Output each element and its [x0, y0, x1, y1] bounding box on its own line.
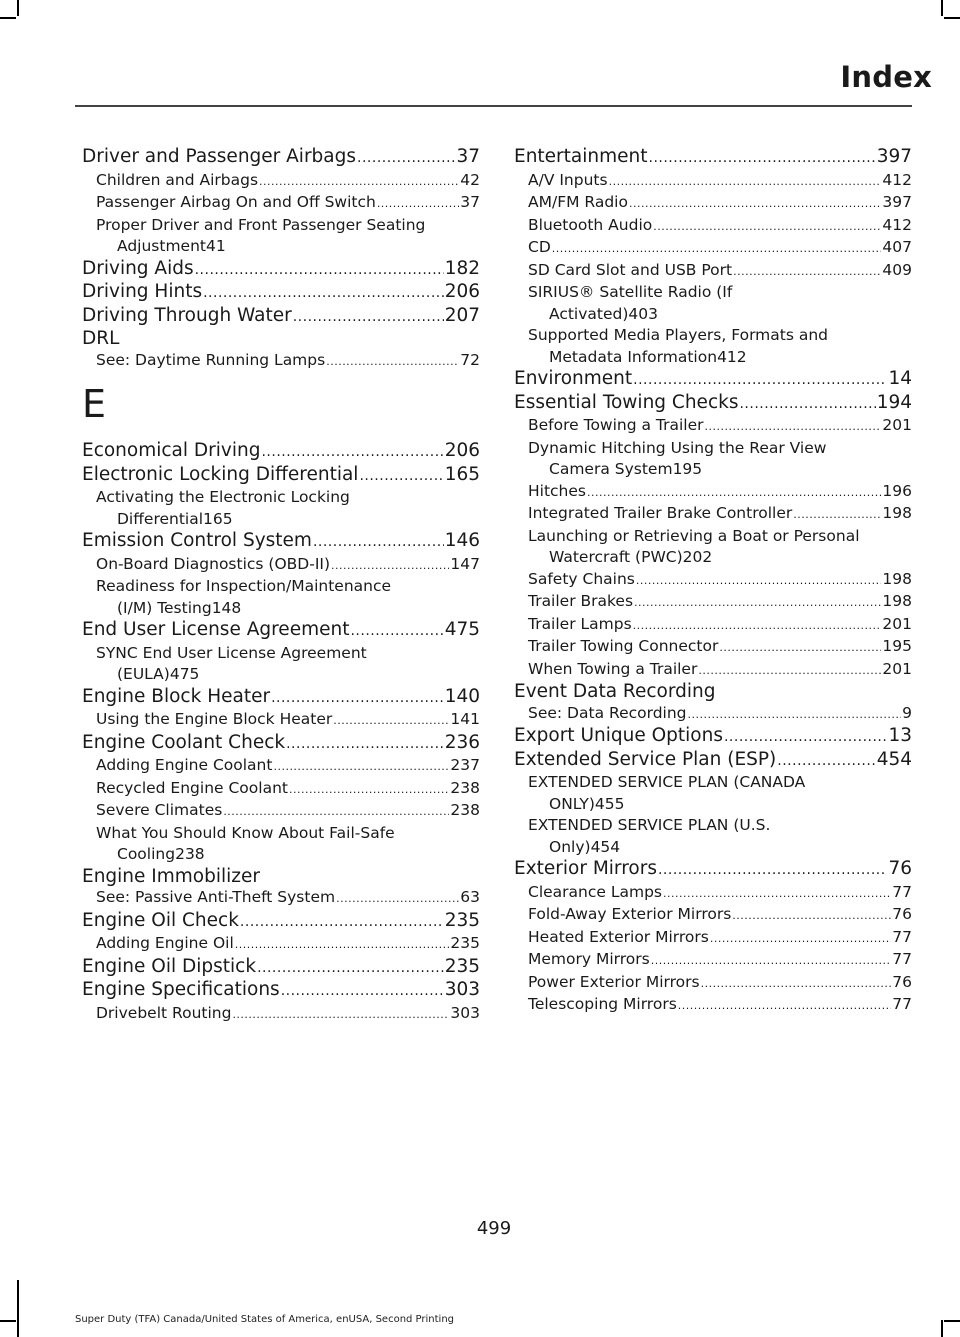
- page-ref: 147: [450, 554, 480, 573]
- page-ref: 475: [444, 619, 480, 640]
- subentry-text-line2: [96, 598, 480, 620]
- dot-leader: [203, 281, 444, 305]
- entry-text: Engine Specifications: [82, 979, 280, 1000]
- subentry-text-line1: Activating the Electronic Locking: [96, 488, 350, 506]
- section-letter: E: [82, 382, 107, 426]
- page-ref: 195: [672, 460, 703, 478]
- dot-leader: [259, 170, 459, 193]
- dot-leader: [733, 260, 881, 283]
- index-subentry: [514, 415, 912, 438]
- subentry-text-line2: [528, 304, 912, 326]
- dot-leader: [357, 146, 455, 170]
- index-subentry: [82, 1003, 480, 1026]
- index-subentry: [514, 569, 912, 592]
- page-ref: 198: [882, 504, 912, 522]
- index-entry: [82, 619, 480, 643]
- index-subentry: [82, 709, 480, 732]
- dot-leader: [678, 994, 891, 1017]
- crop-mark: [17, 1280, 19, 1337]
- dot-leader: [719, 636, 881, 659]
- subentry-text-line1: Launching or Retrieving a Boat or Personal: [528, 526, 860, 545]
- index-subentry: [82, 554, 480, 577]
- entry-text: Entertainment: [514, 146, 648, 167]
- dot-leader: [261, 440, 443, 464]
- crop-mark: [0, 17, 16, 19]
- entry-text: Environment: [514, 368, 633, 389]
- subentry-text-line2: [96, 844, 480, 866]
- dot-leader: [633, 614, 882, 637]
- dot-leader: [587, 481, 881, 504]
- subentry-text-line1: Readiness for Inspection/Maintenance: [96, 577, 392, 595]
- page-ref: 235: [450, 934, 480, 952]
- dot-leader: [313, 530, 444, 554]
- index-entry: [82, 979, 480, 1003]
- entry-text: End User License Agreement: [82, 619, 350, 640]
- page-ref: 202: [682, 548, 713, 566]
- index-subentry: [514, 815, 912, 858]
- page-ref: 303: [450, 1003, 480, 1022]
- dot-leader: [705, 415, 882, 438]
- subentry-text: AM/FM Radio: [528, 193, 628, 211]
- dot-leader: [286, 732, 444, 756]
- dot-leader: [326, 350, 459, 373]
- index-entry: [82, 910, 480, 934]
- dot-leader: [336, 887, 459, 910]
- page-ref: 77: [892, 950, 912, 968]
- dot-leader: [195, 258, 444, 282]
- entry-text: Essential Towing Checks: [514, 391, 739, 413]
- page-ref: 201: [882, 659, 912, 678]
- subentry-text-line2: [96, 236, 480, 258]
- index-entry: [82, 732, 480, 756]
- index-column-left: [82, 146, 480, 1025]
- page-ref: 237: [450, 756, 480, 774]
- subentry-text: CD: [528, 238, 551, 256]
- dot-leader: [273, 755, 449, 778]
- page-ref: 403: [628, 304, 659, 323]
- page-ref: 238: [175, 845, 205, 863]
- entry-text: Export Unique Options: [514, 725, 723, 746]
- dot-leader: [333, 709, 449, 732]
- subentry-text: Differential: [117, 509, 204, 528]
- index-entry: [82, 146, 480, 170]
- subentry-text: Metadata Information: [549, 347, 718, 366]
- page-ref: 182: [444, 257, 480, 279]
- dot-leader: [293, 305, 444, 329]
- page-ref: 165: [444, 463, 480, 485]
- page-ref: 455: [594, 794, 625, 813]
- index-subentry: [82, 933, 480, 956]
- index-subentry: [82, 887, 480, 910]
- dot-leader: [359, 464, 443, 488]
- index-subentry: [82, 192, 480, 215]
- subentry-text: Power Exterior Mirrors: [528, 972, 700, 991]
- dot-leader: [739, 392, 875, 416]
- entry-text: Driving Aids: [82, 257, 194, 279]
- entry-text: Emission Control System: [82, 530, 312, 551]
- dot-leader: [663, 882, 891, 905]
- index-entry: [514, 858, 912, 882]
- index-subentry: [514, 703, 912, 726]
- page-ref: 397: [882, 193, 912, 211]
- subentry-text: Cooling: [117, 845, 176, 863]
- subentry-text: ONLY): [549, 794, 595, 813]
- subentry-text-line2: [96, 664, 480, 686]
- dot-leader: [658, 858, 887, 882]
- page-ref: 9: [902, 703, 912, 722]
- index-entry: [82, 281, 480, 305]
- subentry-text-line1: EXTENDED SERVICE PLAN (U.S.: [528, 816, 771, 834]
- subentry-text: Safety Chains: [528, 569, 635, 588]
- dot-leader: [235, 933, 450, 956]
- dot-leader: [710, 927, 891, 950]
- subentry-text: Children and Airbags: [96, 170, 259, 189]
- subentry-text: Passenger Airbag On and Off Switch: [96, 193, 376, 211]
- dot-leader: [777, 749, 875, 773]
- subentry-text: Integrated Trailer Brake Controller: [528, 504, 793, 522]
- entry-text: Driving Hints: [82, 281, 203, 302]
- page-ref: 198: [882, 569, 912, 588]
- entry-text: Extended Service Plan (ESP): [514, 748, 777, 770]
- index-subentry: [514, 591, 912, 614]
- subentry-text: Watercraft (PWC): [549, 548, 683, 566]
- index-heading: Engine Immobilizer: [82, 865, 260, 887]
- index-heading: DRL: [82, 328, 120, 349]
- page-ref: 206: [444, 281, 480, 302]
- page-ref: 63: [460, 888, 480, 906]
- subentry-text: Severe Climates: [96, 801, 223, 819]
- index-subentry: [82, 350, 480, 373]
- index-entry: [514, 725, 912, 749]
- page-ref: 13: [888, 725, 912, 746]
- page-ref: 77: [892, 882, 912, 901]
- page-ref: 77: [892, 995, 912, 1013]
- index-subentry: [82, 487, 480, 530]
- entry-text: Engine Coolant Check: [82, 731, 286, 753]
- page-ref: 206: [444, 440, 480, 461]
- entry-text: Engine Oil Dipstick: [82, 955, 257, 977]
- dot-leader: [331, 554, 449, 577]
- index-subentry: [514, 526, 912, 569]
- page-ref: 412: [882, 215, 912, 234]
- page-ref: 475: [169, 665, 200, 683]
- subentry-text: Adding Engine Coolant: [96, 756, 273, 774]
- page-ref: 412: [882, 170, 912, 189]
- index-subentry: [514, 438, 912, 481]
- index-entry: [82, 440, 480, 464]
- page-ref: 412: [717, 347, 747, 366]
- page-ref: 146: [444, 530, 480, 551]
- page-ref: 76: [892, 972, 912, 991]
- subentry-text: Heated Exterior Mirrors: [528, 927, 709, 946]
- dot-leader: [232, 1003, 449, 1026]
- page-ref: 198: [882, 592, 912, 610]
- index-subentry: [82, 170, 480, 193]
- subentry-text: See: Daytime Running Lamps: [96, 350, 326, 369]
- page-ref: 37: [456, 146, 480, 167]
- page-ref: 201: [882, 614, 912, 633]
- crop-mark: [944, 1320, 960, 1322]
- subentry-text-line2: [528, 459, 912, 481]
- index-subentry: [514, 260, 912, 283]
- subentry-text: Telescoping Mirrors: [528, 995, 677, 1013]
- index-subentry: [514, 904, 912, 927]
- subentry-text-line2: [528, 347, 912, 369]
- index-subentry: [82, 576, 480, 619]
- index-subentry: [514, 237, 912, 260]
- dot-leader: [651, 949, 892, 972]
- dot-leader: [636, 569, 882, 592]
- subentry-text-line1: Dynamic Hitching Using the Rear View: [528, 438, 827, 457]
- page-number: 499: [476, 1218, 512, 1239]
- index-subentry: [514, 614, 912, 637]
- subentry-text: On-Board Diagnostics (OBD-II): [96, 554, 331, 573]
- page-ref: 76: [888, 858, 912, 879]
- subentry-text-line1: EXTENDED SERVICE PLAN (CANADA: [528, 773, 806, 791]
- entry-text: Engine Block Heater: [82, 685, 271, 707]
- index-subentry: [82, 643, 480, 686]
- dot-leader: [377, 192, 459, 215]
- dot-leader: [688, 703, 902, 726]
- index-entry: [514, 392, 912, 416]
- index-subentry: [82, 823, 480, 866]
- dot-leader: [724, 725, 887, 749]
- subentry-text: Trailer Brakes: [528, 592, 634, 610]
- dot-leader: [289, 778, 449, 801]
- page-ref: 196: [882, 481, 912, 500]
- dot-leader: [701, 972, 892, 995]
- subentry-text-line2: [528, 837, 912, 859]
- index-subentry: [514, 215, 912, 238]
- subentry-text: When Towing a Trailer: [528, 659, 698, 678]
- page-ref: 303: [444, 979, 480, 1000]
- subentry-text: Using the Engine Block Heater: [96, 710, 333, 728]
- index-subentry: [514, 282, 912, 325]
- dot-leader: [698, 659, 881, 682]
- subentry-text: SD Card Slot and USB Port: [528, 260, 733, 279]
- dot-leader: [793, 503, 881, 526]
- index-subentry: [514, 481, 912, 504]
- index-subentry: [82, 755, 480, 778]
- footer-text: Super Duty (TFA) Canada/United States of America, enUSA, Second Printing: [75, 1314, 455, 1325]
- index-entry: [514, 749, 912, 773]
- subentry-text-line1: What You Should Know About Fail-Safe: [96, 823, 395, 842]
- index-subentry: [514, 949, 912, 972]
- dot-leader: [281, 979, 444, 1003]
- subentry-text: (I/M) Testing: [117, 598, 212, 617]
- page-title: Index: [840, 60, 932, 94]
- dot-leader: [271, 686, 444, 710]
- subentry-text: A/V Inputs: [528, 170, 608, 189]
- page-ref: 235: [444, 909, 480, 931]
- subentry-text: Adding Engine Oil: [96, 934, 234, 952]
- dot-leader: [732, 904, 891, 927]
- page-ref: 235: [444, 955, 480, 977]
- crop-mark: [17, 0, 19, 16]
- subentry-text-line1: Proper Driver and Front Passenger Seating: [96, 215, 426, 234]
- index-entry: [82, 305, 480, 329]
- dot-leader: [653, 215, 881, 238]
- subentry-text-line1: Supported Media Players, Formats and: [528, 326, 829, 344]
- subentry-text: See: Data Recording: [528, 703, 687, 722]
- crop-mark: [941, 1320, 943, 1337]
- page-ref: 409: [882, 260, 912, 279]
- index-subentry: [514, 659, 912, 682]
- index-entry: [82, 258, 480, 282]
- index-subentry: [514, 994, 912, 1017]
- entry-text: Driving Through Water: [82, 304, 292, 326]
- entry-text: Driver and Passenger Airbags: [82, 146, 357, 167]
- subentry-text: Clearance Lamps: [528, 882, 662, 901]
- dot-leader: [649, 146, 876, 170]
- index-entry: [82, 686, 480, 710]
- dot-leader: [633, 368, 887, 392]
- subentry-text: Hitches: [528, 481, 586, 500]
- dot-leader: [629, 192, 881, 215]
- index-subentry: [82, 800, 480, 823]
- crop-mark: [944, 17, 960, 19]
- index-subentry: [514, 882, 912, 905]
- subentry-text-line2: [96, 509, 480, 531]
- index-subentry: [514, 636, 912, 659]
- entry-text: Engine Oil Check: [82, 909, 239, 931]
- subentry-text: Fold-Away Exterior Mirrors: [528, 905, 732, 923]
- subentry-text: Adjustment: [117, 237, 206, 255]
- page-ref: 454: [590, 837, 621, 856]
- page-ref: 141: [450, 710, 480, 728]
- subentry-text: Drivebelt Routing: [96, 1003, 232, 1022]
- page-ref: 238: [450, 778, 480, 797]
- entry-text: Electronic Locking Differential: [82, 463, 359, 485]
- dot-leader: [350, 619, 443, 643]
- subentry-text: (EULA): [117, 665, 170, 683]
- page-ref: 72: [460, 350, 480, 369]
- page-ref: 14: [888, 368, 912, 389]
- page-ref: 207: [444, 304, 480, 326]
- index-entry: [514, 368, 912, 392]
- page-ref: 140: [444, 685, 480, 707]
- crop-mark: [941, 0, 943, 16]
- index-subentry: [514, 325, 912, 368]
- page-ref: 148: [211, 598, 242, 617]
- dot-leader: [240, 910, 444, 934]
- index-entry: [82, 956, 480, 980]
- index-subentry: [82, 215, 480, 258]
- subentry-text-line2: [528, 547, 912, 569]
- subentry-text: Only): [549, 837, 591, 856]
- page-ref: 236: [444, 731, 480, 753]
- subentry-text: Bluetooth Audio: [528, 215, 653, 234]
- page-ref: 76: [892, 905, 912, 923]
- page-ref: 454: [876, 748, 912, 770]
- index-heading: Event Data Recording: [514, 681, 716, 702]
- page-ref: 195: [882, 637, 912, 655]
- index-subentry: [514, 170, 912, 193]
- page-ref: 238: [450, 801, 480, 819]
- index-entry: [514, 146, 912, 170]
- crop-mark: [0, 1320, 16, 1322]
- page-ref: 201: [882, 416, 912, 434]
- page-ref: 407: [882, 238, 912, 256]
- dot-leader: [257, 956, 444, 980]
- page-ref: 41: [206, 237, 226, 255]
- header-rule: [75, 105, 912, 107]
- subentry-text: Recycled Engine Coolant: [96, 778, 288, 797]
- index-subentry: [514, 503, 912, 526]
- subentry-text-line1: SYNC End User License Agreement: [96, 643, 367, 662]
- dot-leader: [634, 591, 881, 614]
- index-subentry: [514, 927, 912, 950]
- dot-leader: [609, 170, 882, 193]
- entry-text: Exterior Mirrors: [514, 858, 657, 879]
- page-ref: 77: [892, 927, 912, 946]
- index-subentry: [514, 972, 912, 995]
- index-column-right: [514, 146, 912, 1017]
- index-entry: [82, 530, 480, 554]
- index-subentry: [514, 772, 912, 815]
- subentry-text-line1: SIRIUS® Satellite Radio (If: [528, 283, 733, 301]
- subentry-text: Trailer Towing Connector: [528, 637, 719, 655]
- dot-leader: [223, 800, 449, 823]
- entry-text: Economical Driving: [82, 440, 261, 461]
- page-ref: 37: [460, 193, 480, 211]
- index-entry: [82, 464, 480, 488]
- index-subentry: [82, 778, 480, 801]
- page-ref: 194: [876, 391, 912, 413]
- index-subentry: [514, 192, 912, 215]
- subentry-text: Memory Mirrors: [528, 950, 650, 968]
- page-ref: 165: [203, 509, 233, 528]
- subentry-text: Activated): [549, 304, 629, 323]
- subentry-text: Camera System: [549, 460, 673, 478]
- subentry-text: Before Towing a Trailer: [528, 416, 704, 434]
- subentry-text-line2: [528, 794, 912, 816]
- page-ref: 42: [460, 170, 480, 189]
- subentry-text: See: Passive Anti-Theft System: [96, 888, 336, 906]
- page-ref: 397: [876, 146, 912, 167]
- subentry-text: Trailer Lamps: [528, 614, 632, 633]
- dot-leader: [552, 237, 882, 260]
